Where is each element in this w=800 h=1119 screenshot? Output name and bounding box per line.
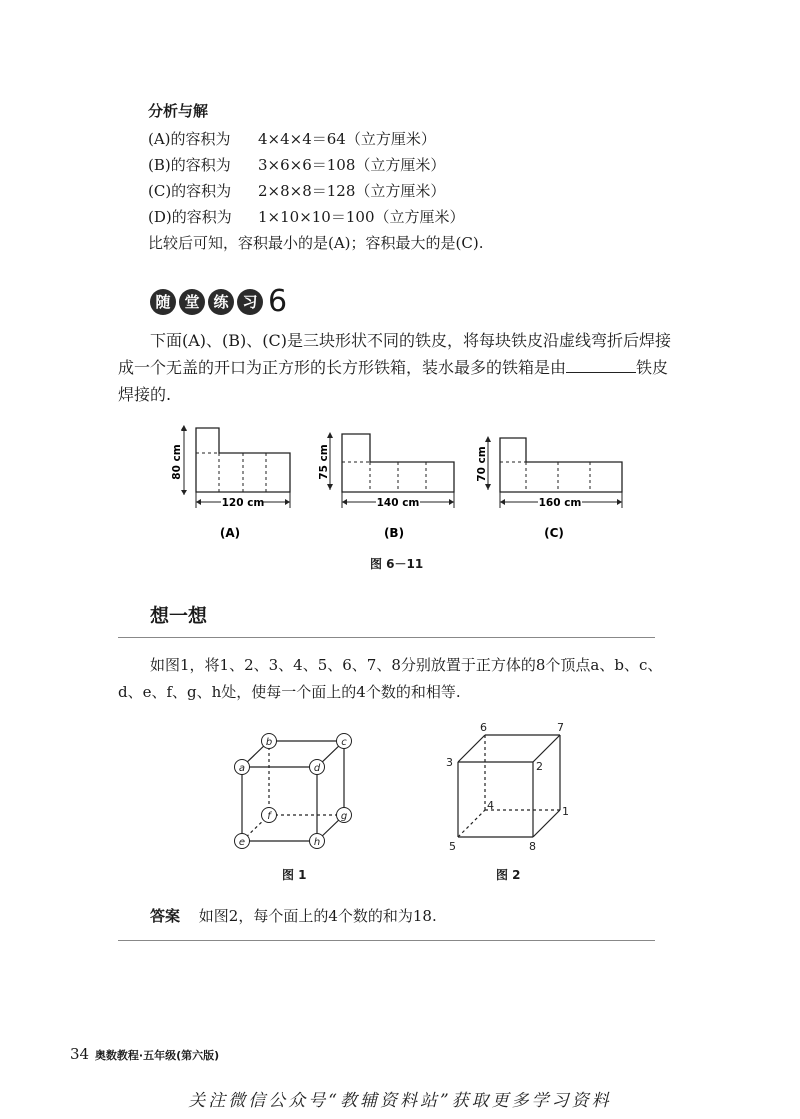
figure-1-caption: 图 1 <box>282 868 307 882</box>
vertex-e-label: e <box>238 837 246 848</box>
caption-b: (B) <box>383 526 405 540</box>
analysis-title: 分析与解 <box>148 102 209 120</box>
vertex-a-label: a <box>238 763 246 774</box>
width-label-b: 140 cm <box>376 497 420 509</box>
vertex-label-1: 1 <box>562 805 569 818</box>
vertex-label-4: 4 <box>487 799 494 812</box>
practice-question: 下面(A)、(B)、(C)是三块形状不同的铁皮，将每块铁皮沿虚线弯折后焊接成一个无盖的开口为正方形的长方形铁箱，装水最多的铁箱是由 铁皮焊接的. <box>118 331 672 404</box>
width-label-a: 120 cm <box>221 497 265 509</box>
vertex-label-7: 7 <box>557 721 564 734</box>
watermark: 关注微信公众号“教辅资料站”获取更多学习资料 <box>188 1091 612 1111</box>
vertex-label-3: 3 <box>446 756 453 769</box>
figure-6-11 <box>170 420 640 550</box>
divider-bottom <box>118 940 655 941</box>
think-title: 想一想 <box>150 605 208 627</box>
height-label-a: 80 cm <box>171 444 183 480</box>
answer-text: 如图2，每个面上的4个数的和为18. <box>198 907 437 925</box>
caption-c: (C) <box>544 526 564 540</box>
volume-line-d: (D)的容积为 1×10×10＝100（立方厘米） <box>148 208 465 226</box>
vertex-c-label: c <box>341 737 347 748</box>
figure-1-cube <box>225 728 365 858</box>
vertex-label-2: 2 <box>536 760 543 773</box>
page-footer <box>70 1045 219 1063</box>
figure-2-cube <box>440 720 580 855</box>
divider-top <box>118 637 655 638</box>
answer-line <box>150 905 437 926</box>
figure-6-11-caption: 图 6－11 <box>370 557 424 571</box>
volume-line-c: (C)的容积为 2×8×8＝128（立方厘米） <box>148 182 446 200</box>
answer-blank <box>566 356 636 373</box>
height-label-b: 75 cm <box>318 444 330 480</box>
vertex-d-label: d <box>313 763 321 774</box>
practice-heading: 随 堂 练 习 6 <box>150 287 287 319</box>
volume-line-b: (B)的容积为 3×6×6＝108（立方厘米） <box>148 156 446 174</box>
figure-2-caption: 图 2 <box>496 868 521 882</box>
vertex-label-6: 6 <box>480 721 487 734</box>
vertex-g-label: g <box>340 811 348 822</box>
think-question: 如图1，将1、2、3、4、5、6、7、8分别放置于正方体的8个顶点a、b、c、d、e、f、g、h处，使每一个面上的4个数的和相等. <box>118 656 663 701</box>
vertex-label-8: 8 <box>529 840 536 853</box>
analysis-block <box>148 126 484 256</box>
vertex-label-5: 5 <box>449 840 456 853</box>
vertex-h-label: h <box>313 837 321 848</box>
volume-line-a: (A)的容积为 4×4×4＝64（立方厘米） <box>148 130 436 148</box>
caption-a: (A) <box>219 526 241 540</box>
vertex-b-label: b <box>265 737 273 748</box>
vertex-f-label: f <box>267 811 271 822</box>
height-label-c: 70 cm <box>476 446 488 482</box>
analysis-conclusion: 比较后可知，容积最小的是(A)；容积最大的是(C). <box>148 234 484 252</box>
book-title: 奥数教程·五年级(第六版) <box>94 1049 220 1062</box>
answer-label: 答案 <box>150 907 181 925</box>
page-number: 34 <box>70 1045 90 1063</box>
width-label-c: 160 cm <box>538 497 582 509</box>
sheet-a <box>181 425 290 508</box>
